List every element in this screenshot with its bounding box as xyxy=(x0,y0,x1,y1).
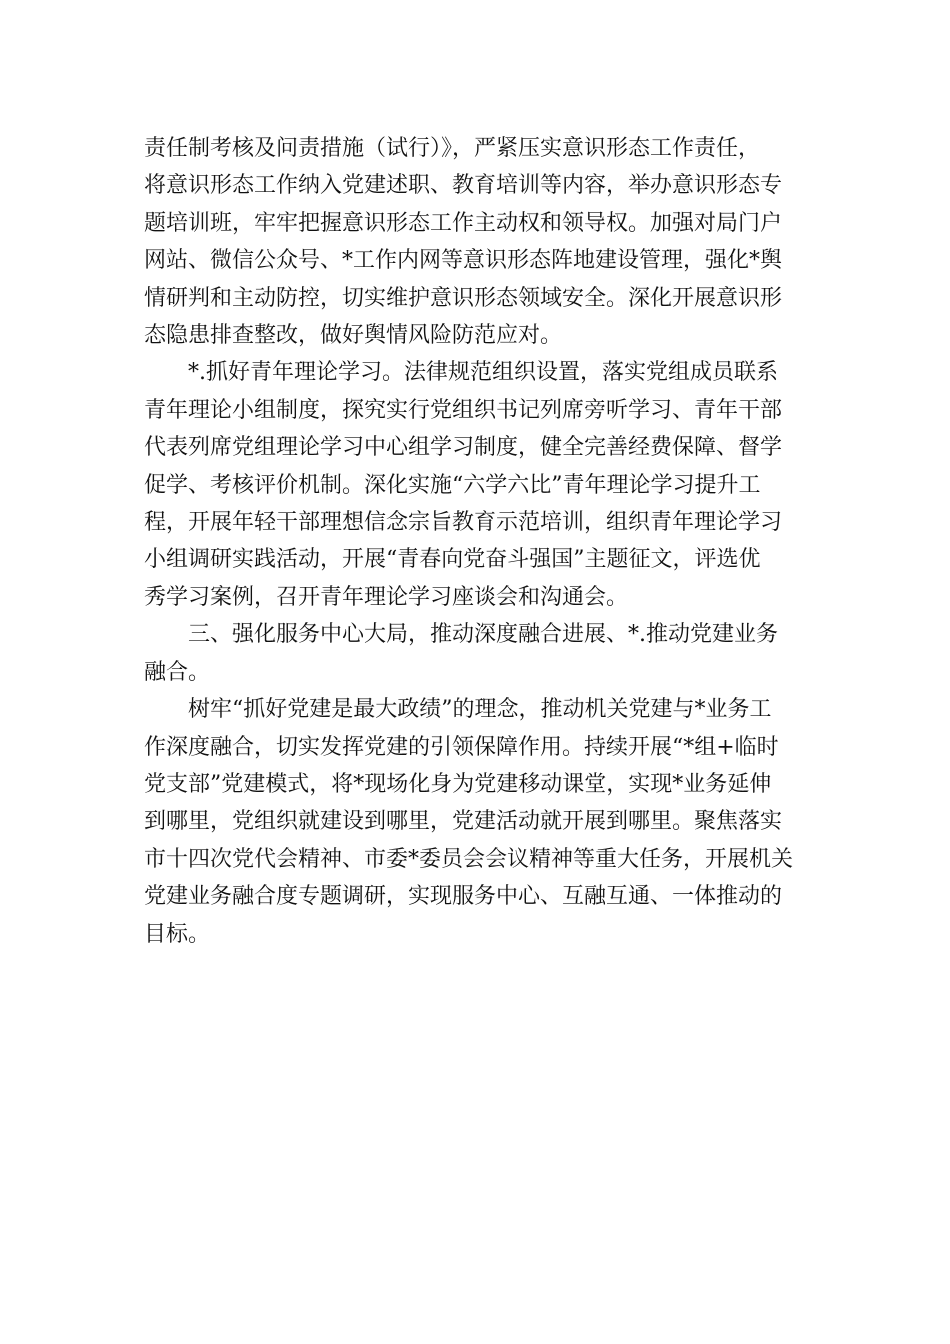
text-line: 题培训班，牢牢把握意识形态工作主动权和领导权。加强对局门户 xyxy=(144,210,783,236)
text-line: 树牢“抓好党建是最大政绩”的理念，推动机关党建与*业务工 xyxy=(144,697,772,723)
text-line: 党建业务融合度专题调研，实现服务中心、互融互通、一体推动的 xyxy=(144,884,783,910)
text-line: 目标。 xyxy=(144,921,211,947)
paragraph-ideology-responsibility xyxy=(144,130,808,354)
text-line: 程，开展年轻干部理想信念宗旨教育示范培训，组织青年理论学习 xyxy=(144,510,783,536)
text-line: 责任制考核及问责措施（试行）》，严紧压实意识形态工作责任， xyxy=(144,136,761,161)
text-line: 促学、考核评价机制。深化实施“六学六比”青年理论学习提升工 xyxy=(144,472,761,498)
paragraph-party-business-integration xyxy=(144,691,808,953)
text-line: 网站、微信公众号、*工作内网等意识形态阵地建设管理，强化*舆 xyxy=(144,248,783,274)
text-line: 秀学习案例，召开青年理论学习座谈会和沟通会。 xyxy=(144,584,629,610)
text-line: 青年理论小组制度，探究实行党组织书记列席旁听学习、青年干部 xyxy=(144,397,783,423)
text-line: 党支部”党建模式，将*现场化身为党建移动课堂，实现*业务延伸 xyxy=(144,771,772,797)
text-line: 代表列席党组理论学习中心组学习制度，健全完善经费保障、督学 xyxy=(144,435,783,461)
text-line: 市十四次党代会精神、市委*委员会会议精神等重大任务，开展机关 xyxy=(144,846,794,872)
paragraph-youth-theory-study xyxy=(144,354,808,616)
document-body xyxy=(144,130,808,953)
text-line: 到哪里，党组织就建设到哪里，党建活动就开展到哪里。聚焦落实 xyxy=(144,809,783,835)
text-line: 态隐患排查整改，做好舆情风险防范应对。 xyxy=(144,323,563,349)
text-line: 三、强化服务中心大局，推动深度融合进展、*.推动党建业务 xyxy=(144,622,778,648)
text-line: 情研判和主动防控，切实维护意识形态领域安全。深化开展意识形 xyxy=(144,285,783,311)
text-line: 作深度融合，切实发挥党建的引领保障作用。持续开展“*组+临时 xyxy=(144,734,779,760)
text-line: *.抓好青年理论学习。法律规范组织设置，落实党组成员联系 xyxy=(144,360,778,386)
text-line: 融合。 xyxy=(144,659,211,685)
text-line: 将意识形态工作纳入党建述职、教育培训等内容，举办意识形态专 xyxy=(144,173,783,199)
section-heading-three xyxy=(144,616,808,691)
text-line: 小组调研实践活动，开展“青春向党奋斗强国”主题征文，评选优 xyxy=(144,547,761,573)
